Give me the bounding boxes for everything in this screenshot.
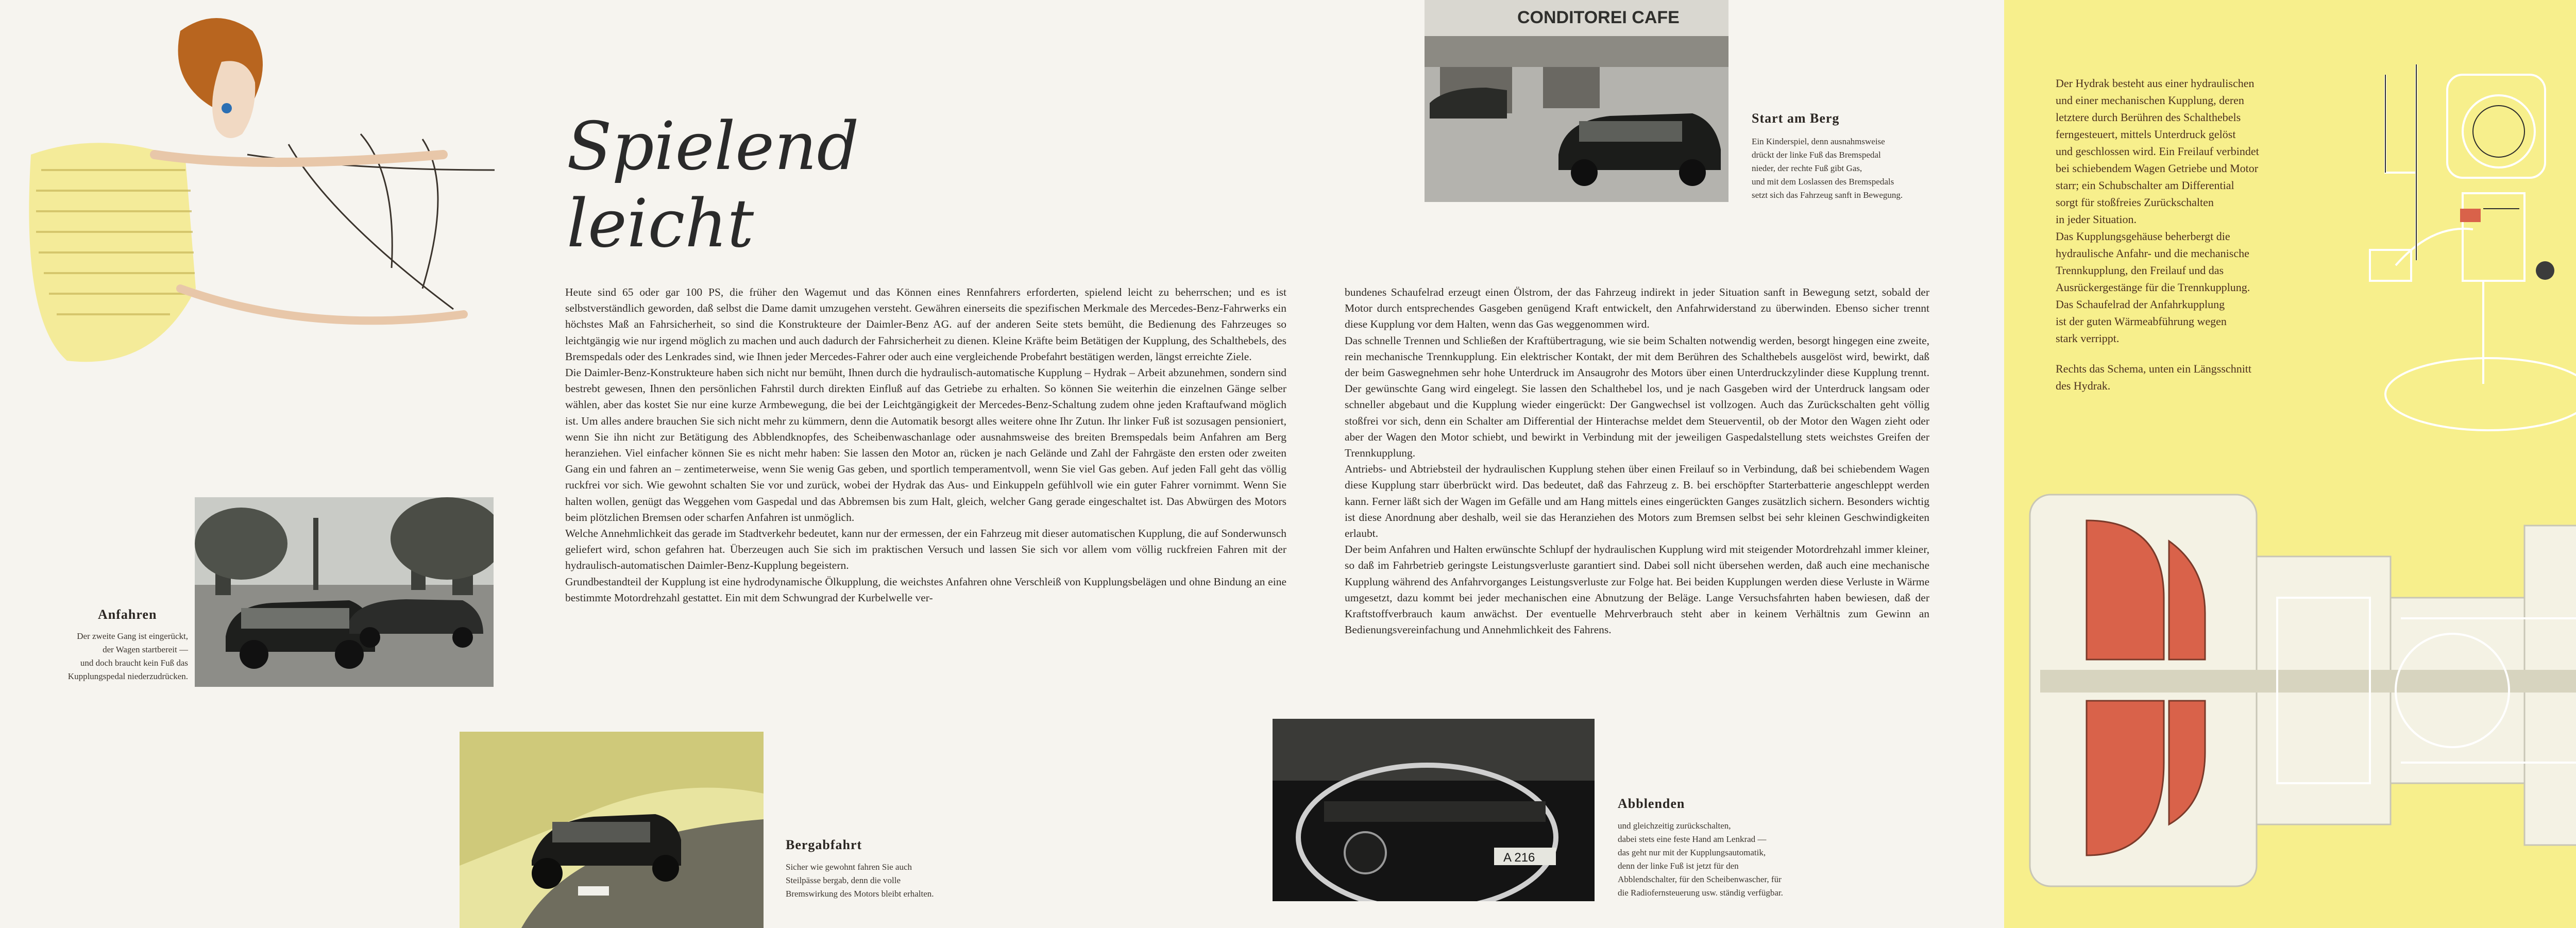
caption-bergabfahrt-text: Sicher wie gewohnt fahren Sie auch Steilpässe bergab, denn die volle Bremswirkung des Motors bleibt erhalten.	[786, 862, 934, 899]
caption-start-am-berg-text: Ein Kinderspiel, denn ausnahmsweise drückt der linke Fuß das Bremspedal nieder, der rechte Fuß gibt Gas, und mit dem Loslassen des Bremspedals setzt sich das Fahrzeug sanft in Bewegung.	[1752, 137, 1903, 200]
body-paragraph: Antriebs- und Abtriebsteil der hydraulischen Kupplung stehen über einen Freilauf so in Verbindung, daß bei schiebendem Wagen diese Kupplung starr überbrückt wird. Das bedeutet, daß das Fahrzeug z. B. bei erschöpfter Starterbatterie angeschleppt werden kann. Ferner läßt sich der Wagen im Gefälle und am Hang mittels eines eingerückten Ganges zusätzlich sichern. Besonders wichtig ist diese Anordnung aber deshalb, weil sie das Heranziehen des Motors zum Bremsen selbst bei sehr kleinen Geschwindigkeiten erlaubt.	[1345, 463, 1929, 540]
photo-start-am-berg	[1425, 0, 1728, 202]
caption-bergabfahrt-title: Bergabfahrt	[786, 837, 862, 852]
body-paragraph: Welche Annehmlichkeit das gerade im Stadtverkehr bedeutet, kann nur der ermessen, der ein Fahrzeug mit dieser automatischen Kupplung, die auf Sonderwunsch geliefert wird, schon gefahren hat. Überzeugen auch Sie sich im praktischen Versuch und lassen Sie sich vor allem vom völlig ruckfreien Fahren mit der hydraulisch-automatischen Daimler-Benz-Kupplung begeistern.	[565, 527, 1286, 572]
caption-start-am-berg-title: Start am Berg	[1752, 111, 1840, 126]
shop-sign-text: CONDITOREI CAFE	[1517, 8, 1680, 27]
body-paragraph: Heute sind 65 oder gar 100 PS, die früher den Wagemut und das Können eines Rennfahrers erforderten, spielend leicht zu beherrschen; und es ist selbstverständlich geworden, daß selbst die Dame damit umzugehen versteht. Gewähren einerseits die spezifischen Merkmale des Mercedes-Benz-Fahrwerks ein höchstes Maß an Fahrsicherheit, so sind die Konstrukteure der Daimler-Benz AG. auf der anderen Seite stets bemüht, die Bedienung des Fahrzeuges so leichtgängig wie nur irgend möglich zu machen und auch dadurch der Fahrsicherheit zu dienen. Kleine Kräfte beim Betätigen der Kupplung, des Schalthebels, des Bremspedals oder des Lenkrades sind, wie Ihnen jeder Mercedes-Fahrer oder auch eine vergleichende Probefahrt bestätigen werden, längst erreichte Ziele.	[565, 286, 1286, 363]
photo-abblenden	[1273, 719, 1595, 901]
body-paragraph: Der beim Anfahren und Halten erwünschte Schlupf der hydraulischen Kupplung wird mit steigender Motordrehzahl immer kleiner, so daß im Fahrbetrieb geringste Leistungsverluste garantiert sind. Dabei soll nicht übersehen werden, daß auch eine mechanische Kupplung während des Anfahrvorganges Leistungsverluste zur Folge hat. Bei beiden Kupplungen werden diese Verluste in Wärme umgesetzt, dazu kommt bei jeder mechanischen eine Abnutzung der Beläge. Lange Versuchsfahrten haben bewiesen, daß der Kraftstoffverbrauch kaum anwächst. Der eventuelle Mehrverbrauch steht aber in keinem Verhältnis zum Gewinn an Bedienungsvereinfachung und Annehmlichkeit des Fahrens.	[1345, 543, 1929, 636]
license-plate-text: A 216	[1503, 851, 1535, 865]
caption-anfahren-title: Anfahren	[98, 607, 157, 622]
body-paragraph: bundenes Schaufelrad erzeugt einen Ölstrom, der das Fahrzeug indirekt in jeder Situation sanft in Bewegung setzt, sobald der Motor durch entsprechendes Gasgeben genügend Kraft entwickelt, den Anfahrwiderstand zu überwinden. Ebenso sicher trennt diese Kupplung vor dem Halten, wenn das Gas weggenommen wird.	[1345, 286, 1929, 331]
body-paragraph: Grundbestandteil der Kupplung ist eine hydrodynamische Ölkupplung, die weichstes Anfahren ohne Verschleiß von Kupplungsbelägen und ohne Bindung an eine bestimmte Motordrehzahl gestattet. Ein mit dem Schwungrad der Kurbelwelle ver-	[565, 575, 1286, 604]
photo-anfahren	[195, 497, 494, 687]
photo-bergabfahrt	[460, 732, 764, 928]
body-paragraph: Das schnelle Trennen und Schließen der Kraftübertragung, wie sie beim Schalten notwendig werden, besorgt hingegen eine zweite, rein mechanische Trennkupplung. Ein elektrischer Kontakt, der mit dem Berühren des Schalthebels ausgelöst wird, bewirkt, daß der beim Gaswegnehmen sehr hohe Unterdruck im Ansaugrohr des Motors über einen Unterdruckzylinder diese Kupplung trennt. Der gewünschte Gang wird eingelegt. Sie lassen den Schalthebel los, und je nach Gasgeben wird der Unterdruck langsam oder schneller abgebaut und die Kupplung wieder eingerückt: Der Gangwechsel ist vollzogen. Auch das Zurückschalten geht völlig stoßfrei vor sich, denn ein Schalter am Differential der Hinterachse meldet dem Steuerventil, ob der Motor den Wagen zieht oder aber der Wagen den Motor schiebt, und bewirkt in Verbindung mit der jeweiligen Gaspedalstellung stets weichstes Greifen der Trennkupplung.	[1345, 334, 1929, 460]
body-text-right-column	[1345, 284, 1929, 638]
caption-anfahren-text: Der zweite Gang ist eingerückt, der Wagen startbereit — und doch braucht kein Fuß das Kupplungspedal niederzudrücken.	[67, 631, 188, 681]
hydrak-info-text: Der Hydrak besteht aus einer hydraulischen und einer mechanischen Kupplung, deren letztere durch Berühren des Schalthebels ferngesteuert, mittels Unterdruck gelöst und geschlossen wird. Ein Freilauf verbindet bei schiebendem Wagen Getriebe und Motor starr; ein Schubschalter am Differential sorgt für stoßfreies Zurückschalten in jeder Situation. Das Kupplungsgehäuse beherbergt die hydraulische Anfahr- und die mechanische Trennkupplung, den Freilauf und das Ausrückergestänge für die Trennkupplung. Das Schaufelrad der Anfahrkupplung ist der guten Wärmeabführung wegen stark verrippt.	[2056, 77, 2259, 345]
caption-abblenden-title: Abblenden	[1618, 796, 1685, 811]
hydrak-longitudinal-section	[2009, 464, 2576, 917]
hydrak-schema-note: Rechts das Schema, unten ein Längsschnitt des Hydrak.	[2056, 362, 2252, 392]
hydrak-description	[2056, 75, 2293, 394]
body-paragraph: Die Daimler-Benz-Konstrukteure haben sich nicht nur bemüht, Ihnen durch die hydraulisch-automatische Kupplung – Hydrak – Arbeit abzunehmen, sondern sind bestrebt gewesen, Ihnen den persönlichen Fahrstil durch direkten Einfluß auf das Getriebe zu erhalten. So können Sie weiterhin die einzelnen Gänge selber wählen, aber das kostet Sie nur eine kurze Armbewegung, die bei der Leichtgängigkeit der Mercedes-Benz-Schaltung zudem ohne jeden Kraftaufwand möglich ist. Um alles andere brauchen Sie sich nicht mehr zu kümmern, denn die Automatik besorgt alles weitere ohne Ihr Zutun. Ihr linker Fuß ist sozusagen pensioniert, wenn Sie ihn nicht zur Betätigung des Abblendknopfes, des Scheibenwaschanlage oder ausnahmsweise des breiten Bremspedals beim Anfahren am Berg heranziehen. Viel einfacher können Sie es nicht mehr haben: Sie lassen den Motor an, rücken je nach Gelände und Zahl der Fahrgäste den ersten oder zweiten Gang ein und fahren an – zentimeterweise, wenn Sie wenig Gas geben, und sportlich temperamentvoll, wenn Sie viel Gas geben. Auf jeden Fall geht das völlig ruckfrei vor sich. Wie gewohnt schalten Sie vor und zurück, wobei der Hydrak das Aus- und Einkuppeln gefühlvoll wie ein guter Fahrer vornimmt. Wenn Sie halten wollen, genügt das Weggehen vom Gaspedal und das Abbremsen bis zum Halt, gleich, welcher Gang gerade eingeschaltet ist. Das Abwürgen des Motors beim plötzlichen Bremsen oder scharfen Anfahren ist unmöglich.	[565, 366, 1286, 524]
page-title: Spielend leicht	[567, 108, 859, 262]
body-text-left-column	[565, 284, 1286, 606]
caption-abblenden-text: und gleichzeitig zurückschalten, dabei stets eine feste Hand am Lenkrad — das geht nur mit der Kupplungsautomatik, denn der linke Fuß ist jetzt für den Abblendschalter, für den Scheibenwascher, für die Radiofernsteuerung usw. ständig verfügbar.	[1618, 821, 1783, 898]
woman-driver-illustration	[0, 0, 515, 381]
hydrak-schema-diagram	[2354, 54, 2576, 435]
